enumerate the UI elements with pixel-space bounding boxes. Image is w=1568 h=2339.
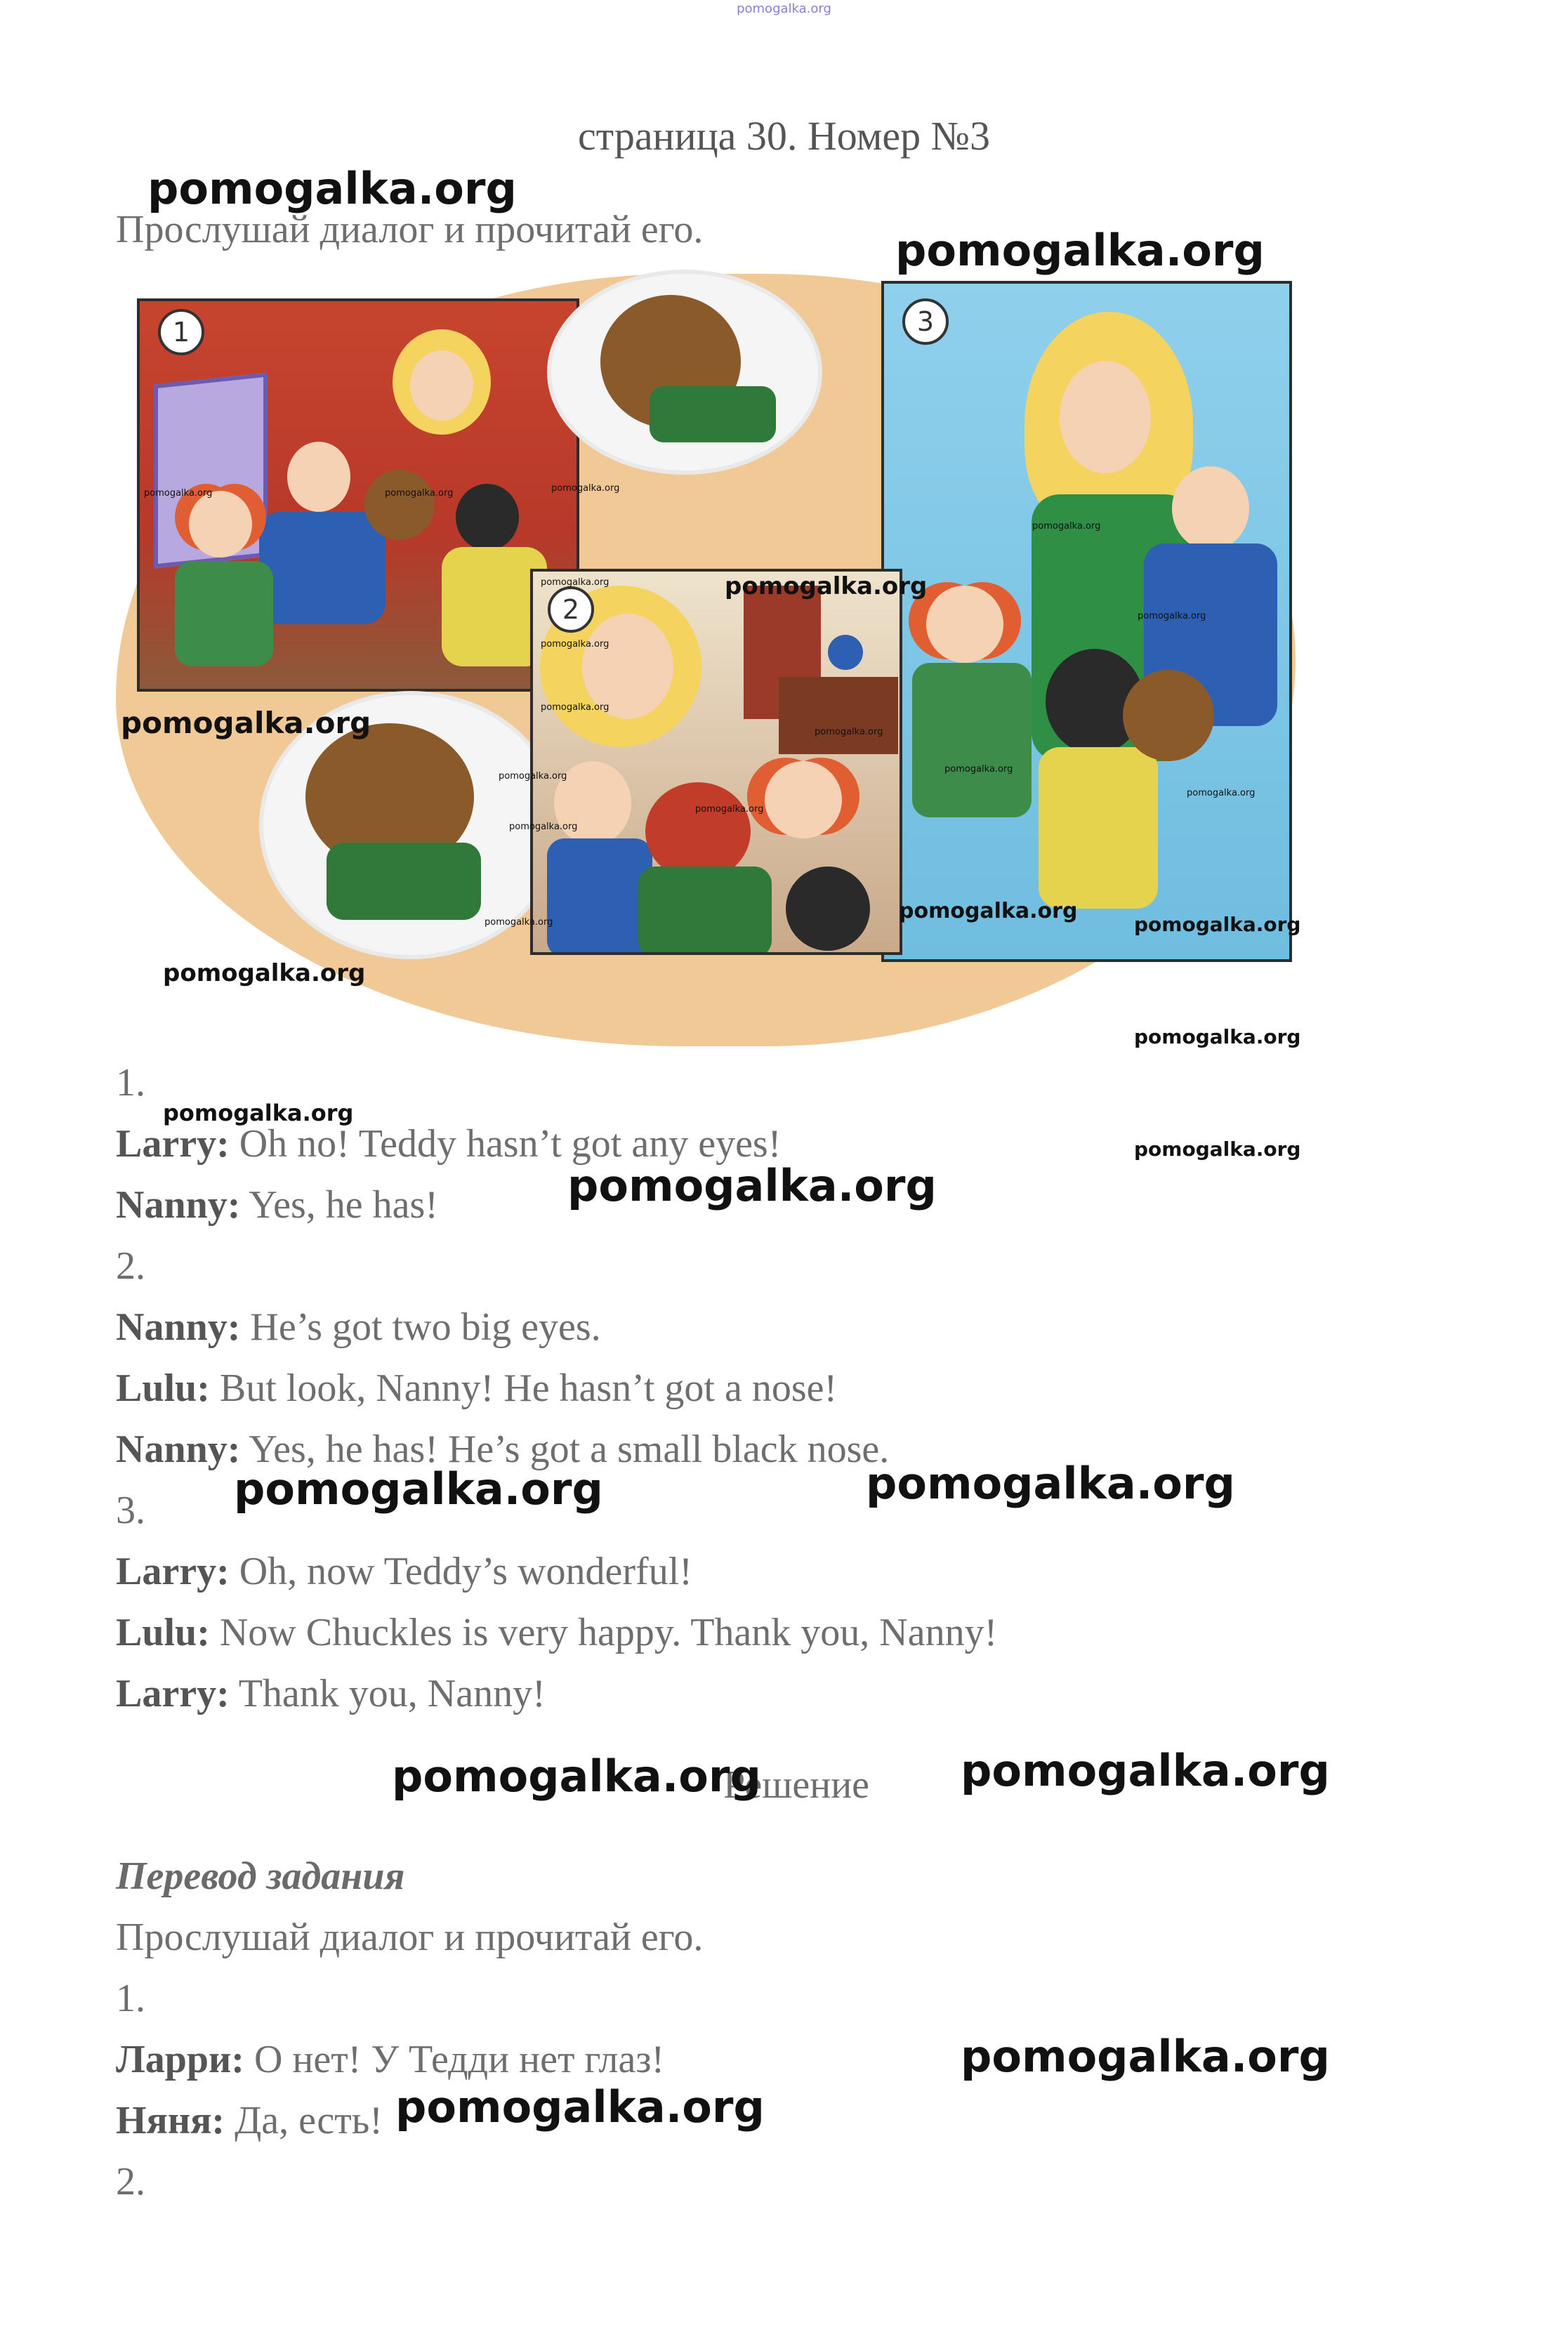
- dialogue-number: 3.: [116, 1489, 145, 1532]
- teddy-head-2: [645, 782, 751, 881]
- translation-line: [116, 2098, 383, 2143]
- watermark: pomogalka.org: [551, 483, 620, 494]
- translation-task: Прослушай диалог и прочитай его.: [116, 1916, 704, 1959]
- speaker: Larry:: [116, 1550, 230, 1593]
- watermark: pomogalka.org: [961, 1745, 1330, 1796]
- speaker: Lulu:: [116, 1611, 210, 1654]
- watermark: pomogalka.org: [485, 917, 553, 928]
- translation-number: 2.: [116, 2160, 145, 2203]
- watermark: pomogalka.org: [944, 764, 1013, 775]
- speaker: Nanny:: [116, 1428, 241, 1471]
- watermark: pomogalka.org: [234, 1463, 603, 1515]
- watermark: pomogalka.org: [541, 702, 610, 713]
- lulu-dress: [175, 561, 273, 666]
- speaker: Nanny:: [116, 1183, 241, 1227]
- dialogue-line: [116, 1182, 438, 1227]
- speaker: Larry:: [116, 1672, 230, 1715]
- translation-heading: Перевод задания: [116, 1854, 405, 1898]
- teddy-shirt-2: [638, 867, 772, 955]
- utterance: Yes, he has!: [240, 1183, 438, 1227]
- watermark: pomogalka.org: [695, 804, 764, 815]
- ball: [828, 635, 863, 670]
- watermark: pomogalka.org: [541, 577, 610, 588]
- teddy-shirt-cloud: [650, 386, 776, 442]
- lulu-face-2: [765, 761, 842, 838]
- utterance: Да, есть!: [225, 2099, 383, 2142]
- watermark: pomogalka.org: [1134, 913, 1301, 936]
- chuckles-head: [456, 484, 519, 551]
- dialogue-line: [116, 1366, 837, 1411]
- watermark: pomogalka.org: [163, 1100, 354, 1126]
- solution-label: Решение: [723, 1763, 870, 1807]
- larry-face: [287, 442, 350, 512]
- translation-number: 1.: [116, 1977, 145, 2020]
- speaker: Няня:: [116, 2099, 225, 2142]
- teddy-head-3: [1123, 670, 1214, 761]
- dialogue-number: 1.: [116, 1061, 145, 1105]
- lulu-face: [189, 491, 252, 558]
- watermark: pomogalka.org: [395, 2081, 765, 2133]
- speaker: Larry:: [116, 1122, 230, 1166]
- comic-panel-3: [881, 281, 1292, 962]
- chuckles-body-3: [1039, 747, 1158, 909]
- watermark: pomogalka.org: [961, 2031, 1330, 2082]
- watermark: pomogalka.org: [163, 959, 366, 987]
- chuckles-head-2: [786, 867, 870, 951]
- dialogue-number: 2.: [116, 1244, 145, 1288]
- panel-number-2: 2: [548, 586, 594, 633]
- utterance: Now Chuckles is very happy. Thank you, Nanny!: [209, 1611, 998, 1654]
- speaker: Ларри:: [116, 2038, 244, 2081]
- watermark: pomogalka.org: [815, 727, 883, 737]
- teddy-shirt-cloud-2: [327, 843, 481, 920]
- watermark: pomogalka.org: [1187, 788, 1256, 798]
- watermark: pomogalka.org: [725, 572, 928, 600]
- larry-shirt: [259, 512, 386, 624]
- larry-face-3: [1172, 466, 1249, 551]
- utterance: Thank you, Nanny!: [229, 1672, 546, 1715]
- top-watermark: pomogalka.org: [737, 1, 831, 16]
- watermark: pomogalka.org: [567, 1160, 937, 1211]
- speaker: Lulu:: [116, 1366, 210, 1410]
- utterance: But look, Nanny! He hasn’t got a nose!: [209, 1366, 838, 1410]
- utterance: О нет! У Тедди нет глаз!: [244, 2038, 665, 2081]
- lulu-dress-3: [912, 663, 1032, 817]
- teddy-head: [364, 470, 435, 540]
- utterance: Oh no! Teddy hasn’t got any eyes!: [229, 1122, 782, 1166]
- watermark: pomogalka.org: [866, 1458, 1235, 1509]
- utterance: Oh, now Teddy’s wonderful!: [229, 1550, 692, 1593]
- utterance: Yes, he has! He’s got a small black nose.: [240, 1428, 890, 1471]
- dialogue-line: [116, 1610, 997, 1655]
- watermark: pomogalka.org: [147, 163, 517, 214]
- watermark: pomogalka.org: [541, 639, 610, 650]
- panel-number-1: 1: [158, 309, 204, 355]
- dialogue-line: [116, 1549, 692, 1594]
- comic-illustration: [116, 267, 1296, 1046]
- task-instruction: Прослушай диалог и прочитай его.: [116, 208, 704, 251]
- larry-shirt-2: [547, 838, 652, 955]
- watermark: pomogalka.org: [392, 1751, 761, 1802]
- speaker: Nanny:: [116, 1305, 241, 1349]
- watermark: pomogalka.org: [1138, 611, 1206, 621]
- panel-number-3: 3: [902, 298, 949, 345]
- watermark: pomogalka.org: [899, 899, 1078, 923]
- utterance: He’s got two big eyes.: [240, 1305, 601, 1349]
- watermark: pomogalka.org: [1134, 1138, 1301, 1161]
- watermark: pomogalka.org: [121, 706, 371, 740]
- translation-line: [116, 2037, 664, 2082]
- dialogue-line: [116, 1671, 546, 1716]
- watermark: pomogalka.org: [1134, 1025, 1301, 1048]
- watermark: pomogalka.org: [385, 488, 454, 499]
- watermark: pomogalka.org: [499, 771, 567, 782]
- watermark: pomogalka.org: [509, 822, 578, 832]
- watermark: pomogalka.org: [895, 225, 1265, 276]
- dresser: [779, 677, 898, 754]
- nanny-face: [410, 350, 473, 421]
- dialogue-line: [116, 1305, 601, 1350]
- lulu-face-3: [926, 586, 1003, 663]
- page-title: страница 30. Номер №3: [578, 113, 990, 159]
- watermark: pomogalka.org: [144, 488, 213, 499]
- watermark: pomogalka.org: [1032, 521, 1101, 532]
- nanny-face-3: [1060, 361, 1151, 473]
